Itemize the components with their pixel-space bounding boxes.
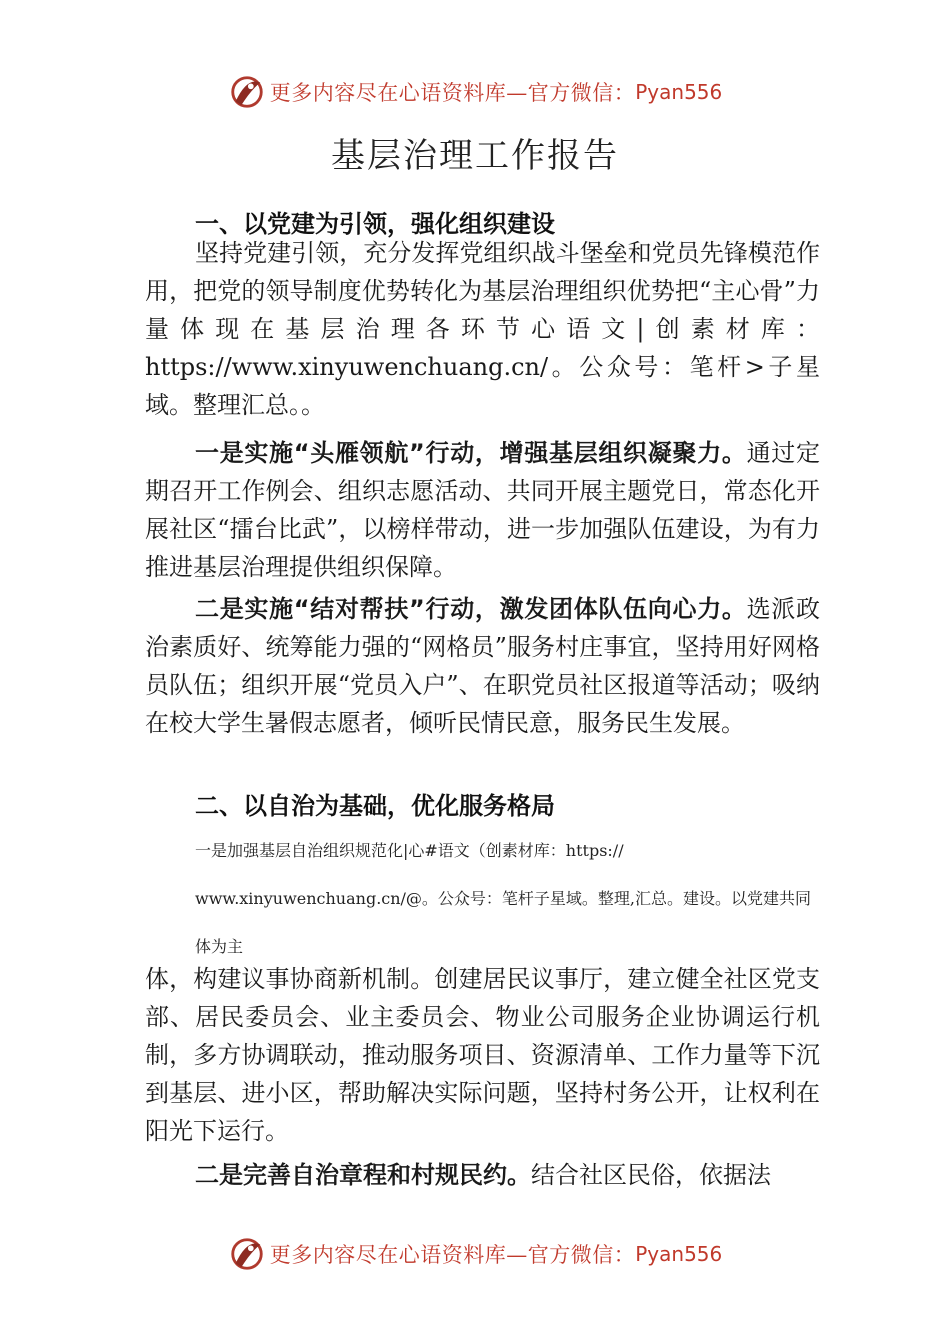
banner-wechat-id: Pyan556 [635, 1242, 723, 1266]
section2-item2-body: 结合社区民俗，依据法 [531, 1161, 771, 1189]
section2-small-line2: www.xinyuwenchuang.cn/@。公众号：笔杆子星域。整理,汇总。建设。以党建共同 [195, 889, 812, 908]
section2-small-line1: 一是加强基层自治组织规范化|心#语文（创素材库：https:// [195, 841, 624, 860]
section2-item2 [145, 1156, 820, 1194]
banner-text: 更多内容尽在心语资料库—官方微信： [269, 81, 636, 105]
logo-icon [228, 1235, 266, 1273]
page-title: 基层治理工作报告 [331, 136, 619, 176]
banner-wechat-id: Pyan556 [635, 80, 723, 104]
section2-small-line3: 体为主 [195, 937, 244, 956]
header-banner [0, 72, 950, 112]
section2-body [145, 960, 820, 1150]
section1-item1-lead: 一是实施“头雁领航”行动，增强基层组织凝聚力。 [195, 439, 747, 467]
section1-item2-body: 选派政治素质好、统筹能力强的“网格员”服务村庄事宜，坚持用好网格员队伍；组织开展“党员入户”、在职党员社区报道等活动；吸纳在校大学生暑假志愿者，倾听民情民意，服务民生发展。 [145, 595, 821, 737]
section1-item1-body: 通过定期召开工作例会、组织志愿活动、共同开展主题党日，常态化开展社区“擂台比武”，以榜样带动，进一步加强队伍建设，为有力推进基层治理提供组织保障。 [145, 439, 821, 581]
section2-body-text: 体，构建议事协商新机制。创建居民议事厅，建立健全社区党支部、居民委员会、业主委员会、物业公司服务企业协调运行机制，多方协调联动，推动服务项目、资源清单、工作力量等下沉到基层、进小区，帮助解决实际问题，坚持村务公开，让权利在阳光下运行。 [145, 965, 820, 1145]
section1-intro [145, 234, 820, 424]
section1-item2 [145, 590, 820, 742]
section2-item2-lead: 二是完善自治章程和村规民约。 [195, 1161, 531, 1189]
section1-item2-lead: 二是实施“结对帮扶”行动，激发团体队伍向心力。 [195, 595, 747, 623]
section2-heading: 二、以自治为基础，优化服务格局 [195, 792, 555, 820]
section1-item1 [145, 434, 820, 586]
section1-intro-text: 坚持党建引领，充分发挥党组织战斗堡垒和党员先锋模范作用，把党的领导制度优势转化为基层治理组织优势把“主心骨”力量体现在基层治理各环节心语文|创素材库：https://www.xinyuwenchuang.cn/。公众号：笔杆>子星域。整理汇总。。 [145, 239, 820, 419]
banner-text: 更多内容尽在心语资料库—官方微信： [269, 1243, 636, 1267]
section1-heading: 一、以党建为引领，强化组织建设 [195, 210, 555, 238]
footer-banner [0, 1234, 950, 1274]
logo-icon [228, 73, 266, 111]
